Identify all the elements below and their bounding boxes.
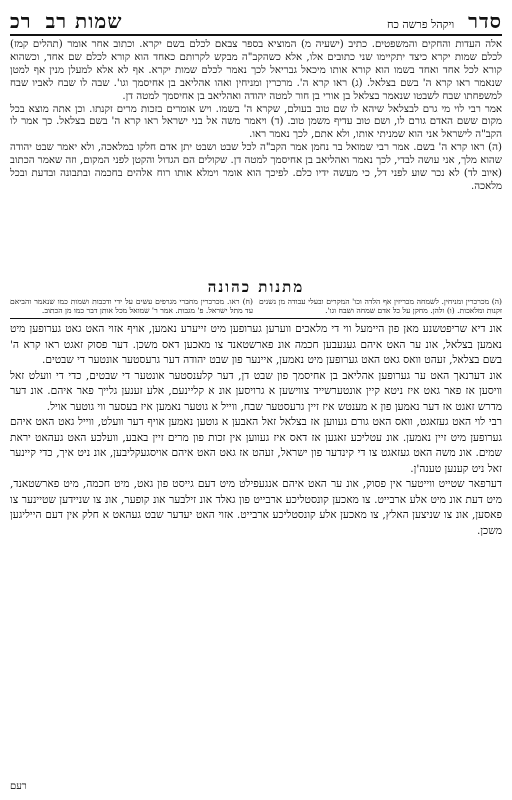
midrash-text bbox=[10, 39, 502, 276]
book-title: שמות רב bbox=[45, 9, 123, 33]
catchword: רעם bbox=[10, 781, 27, 792]
commentary-note-left: (ח) ראו. מכרכרין מחברי מגרפים עשים על ידי ודכבות ושמות כמו שנאמר והביאם עד מתל ישראל. פ' מגבות. אמר ר' שמואל מכל אותן דבר כמו מן הכתוב. bbox=[10, 297, 253, 315]
header-right bbox=[387, 10, 502, 32]
seder-label: סדר bbox=[468, 9, 502, 33]
translation-paragraph: אונ דערנאך האט ער גערופען אהליאב בן אחיסמך פון שבט דן, דער קלענסטער אונטער די שבטים, כדי די וועלט זאל וויסען אז פאר גאט איז ניטא קיין אונטערשייד צווישען א גרויסען אונ א קליינעם, אלע זענען גלייך פאר איהם. אונ דער מדרש זאגט אז דער נאמען פון א מענטש איז זיין גרעסטער שבח, ווייל א גוטער נאמען איז בעסער ווי גוטער אויל. bbox=[10, 369, 502, 413]
page-number: רכ bbox=[10, 9, 32, 33]
header-left bbox=[10, 10, 122, 32]
midrash-paragraph: (ה) ראו קרא ה' בשם. אמר רבי שמואל בר נחמן אמר הקב"ה לכל שבט ושבט יתן אדם חלקו במלאכה, ולא יאמר שבט יהודה שהוא מלך, אני עושה לבדי, לכך נאמר ואהליאב בן אחיסמך למטה דן. שקולים הם הגדול והקטן לפני המקום, וזה שאמר הכתוב (איוב לד) לא נכר שוע לפני דל, כי מעשה ידיו כלם. לפיכך הוא אומר וימלא אותו רוח אלהים בחכמה ובתבונה ובדעת ובכל מלאכה. bbox=[10, 142, 502, 192]
parsha-label: ויקהל פרשה כח bbox=[386, 18, 455, 31]
translation-paragraph: רבי לוי האט געזאגט, וואס האט גורם געווען אז בצלאל זאל האבען א גוטען נאמען אויף דער וועלט, ווייל גאט האט איהם גערופען מיט זיין נאמען. אונ עטליכע זאגען אז דאס איז געווען אין זכות פון מרים זיין באבע, וועלכע האט געהאט יראת שמים. אונ משה האט געזאגט צו די קינדער פון ישראל, זעהט אז גאט האט איהם אויסגעקליבען, אונ ניט איך, כדי קיינער זאל ניט קענען טענה'ן. bbox=[10, 416, 502, 475]
section-title: מתנות כהונה bbox=[207, 278, 305, 296]
translation-text bbox=[10, 322, 502, 777]
midrash-paragraph: אלה העדות והחקים והמשפטים. כתיב (ישעיה מ) המוציא בספר צבאם לכלם בשם יקרא. וכתוב אחר אומר (תהלים קמז) לכלם שמות יקרא כיצד יתקיימו שני כתובים אלו, אלא כשהקב"ה מבקש לקרותם כאחד הוא קורא לכלם שם אחד, וכשהוא קורא לכל אחד ואחד בשמו הוא קורא אותו מיכאל גבריאל לכך נאמר לכלם שמות יקרא. אף לא אלא למעלן מנין אף למטן שנאמר ראו קרא ה' בשם בצלאל. (ג) ראו קרא ה'. מרכרין ומניחין ואהו אהליאב בן אחיסמך וגו'. שבה לו שבח לאביו שבח למשפחתו שבח לשבטו שנאמר בצלאל בן אורי בן חור למטה יהודה ואהליאב בן אחיסמך למטה דן. bbox=[10, 39, 502, 102]
translation-paragraph: דערפאר שטייט ווייטער אין פסוק, אונ ער האט איהם אנגעפילט מיט דעם גייסט פון גאט, מיט חכמה, מיט פארשטאנד, מיט דעת אונ מיט אלע ארבייט. צו מאכען קונסטליכע ארבייט פון גאלד אונ זילבער אונ קופער, אונ צו שניידען שטיינער צו פאסען, אונ צו שניצען האלץ, צו מאכען אלע קונסטליכע ארבייט. אזוי האט יעדער שבט געהאט א חלק אין דעם הייליגען משכן. bbox=[10, 478, 502, 537]
page-header bbox=[10, 6, 502, 36]
translation-paragraph: אונ דיא שריפטשנע מאן פון היימעל ווי די מלאכים ווערען גערופען מיט זייערע נאמען, אויף אזוי האט גאט גערופען מיט נאמען בצלאל, אונ ער האט איהם געגעבען חכמה אונ פארשטאנד צו מאכען דאס משכן. דער פסוק זאגט ראו קרא ה' בשם בצלאל, זעהט וואס גאט האט גערופען מיט נאמען, איינער פון שבט יהודה דער גרעסטער אונטער די שבטים. bbox=[10, 323, 502, 366]
commentary-note-right: (ה) מכרכרין ומניחין. לשמחה מכריזין אף הלדה וכו' המקרים ובעלי עבודה מן נשנים זקנות ומלאכות. (ו) ולהן. מחקן על כל אדם שמחה ושבח וגו'. bbox=[259, 297, 502, 315]
commentary-notes bbox=[10, 297, 502, 319]
midrash-paragraph: אמר רבי לוי מי גרם לבצלאל שיהא לו שם טוב בעולם, שקרא ה' בשמו. ויש אומרים בזכות מרים זקנתו. וכן אתה מוצא בכל מקום ששם האדם גורם לו, ושם טוב עדיף משמן טוב. (ד) ויאמר משה אל בני ישראל ראו קרא ה' בשם בצלאל. כך אמר לו הקב"ה לישראל אני הוא שמניתי אותו, ולא אתם, לכך נאמר ראו. bbox=[10, 103, 502, 141]
